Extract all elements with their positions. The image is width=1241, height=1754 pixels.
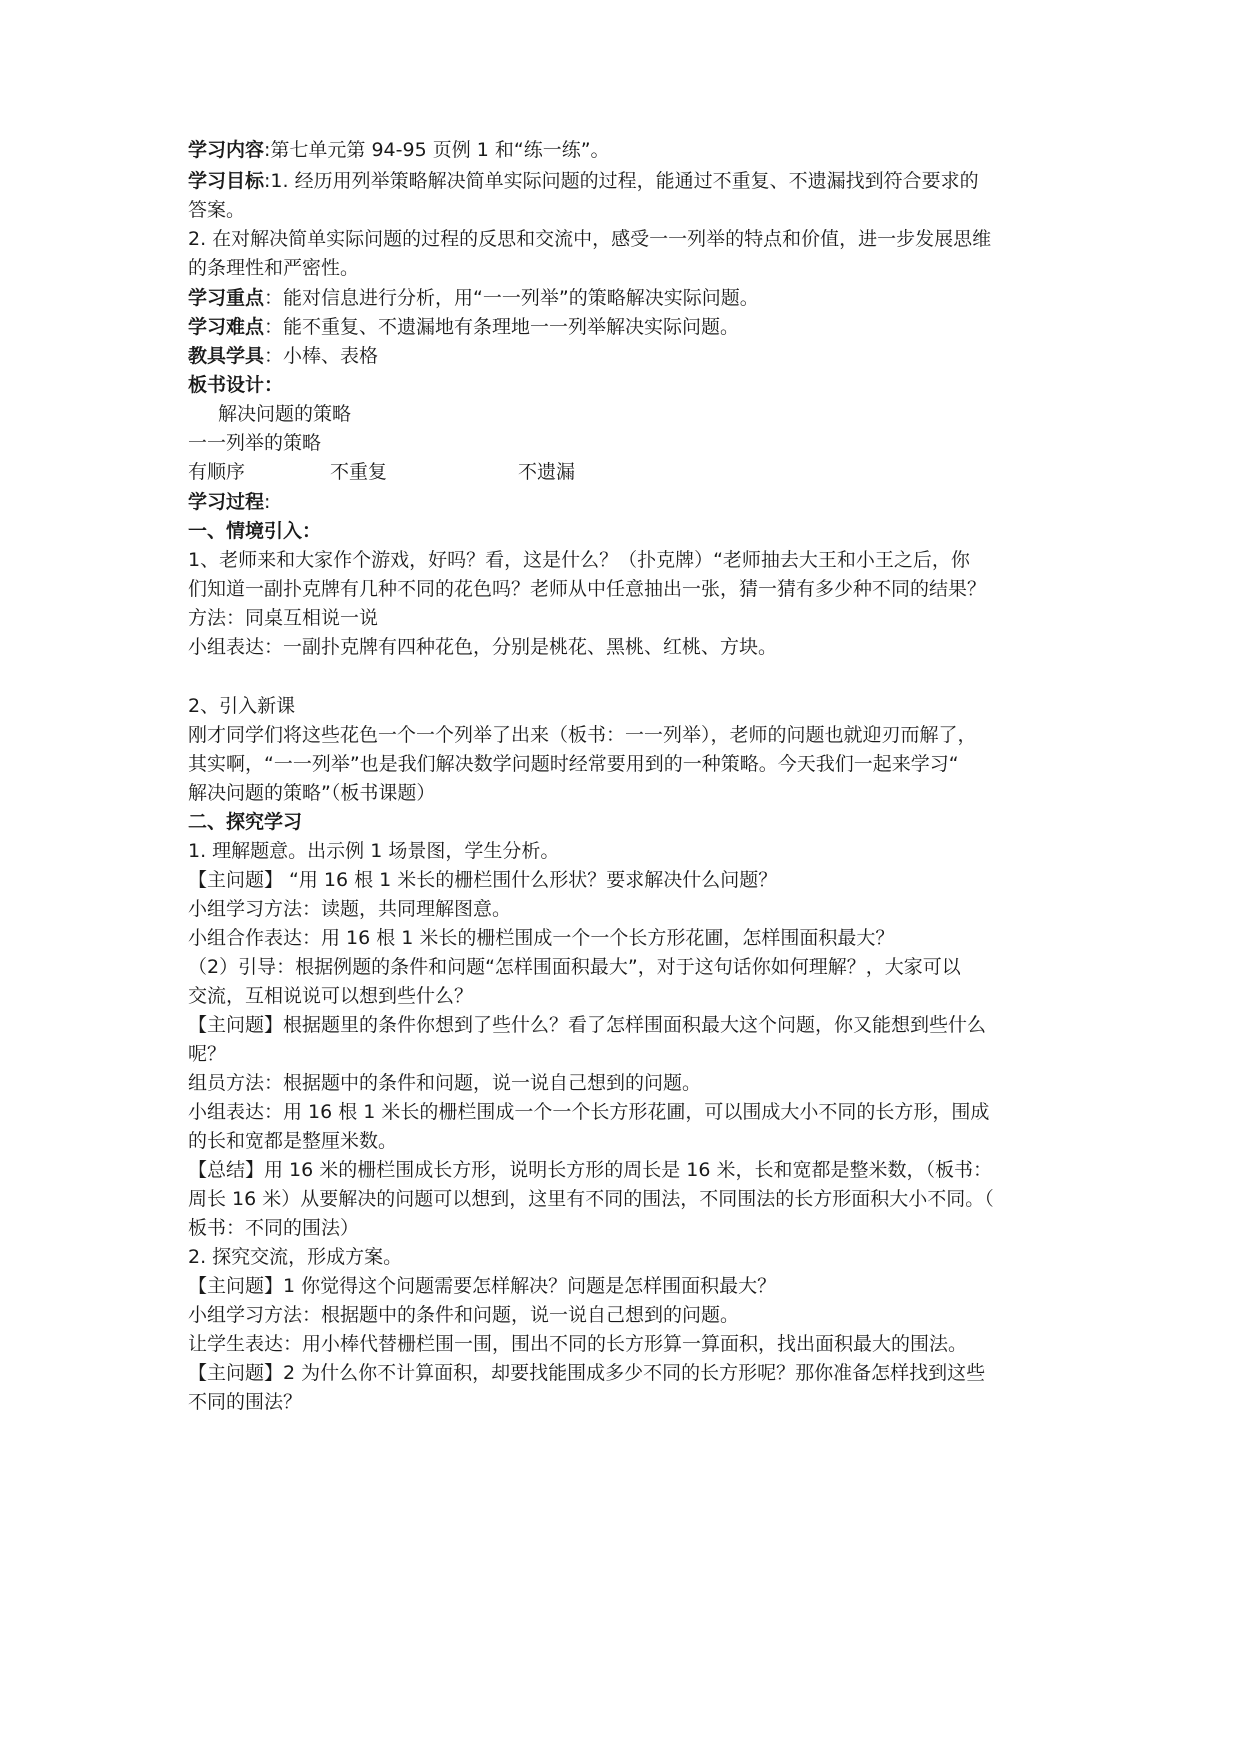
p1-line3: 方法：同桌互相说一说 [188,607,379,629]
s2-line10: 小组表达：用 16 根 1 米长的栅栏围成一个一个长方形花圃，可以围成大小不同的长方形，围成 [188,1101,990,1123]
s2-line9: 组员方法：根据题中的条件和问题，说一说自己想到的问题。 [188,1072,702,1094]
p2-line4: 解决问题的策略”（板书课题） [188,782,436,804]
s2-line18: 让学生表达：用小棒代替栅栏围一围，围出不同的长方形算一算面积，找出面积最大的围法。 [188,1333,968,1355]
board-heading [188,373,283,397]
p1-line2: 们知道一副扑克牌有几种不同的花色吗？老师从中任意抽出一张，猜一猜有多少种不同的结果？ [188,578,987,600]
section1-title: 一、情境引入： [188,520,322,542]
goal-text: :1. 经历用列举策略解决简单实际问题的过程，能通过不重复、不遗漏找到符合要求的 [264,170,979,192]
board-title: 解决问题的策略 [218,403,352,425]
difficulty-text: ：能不重复、不遗漏地有条理地一一列举解决实际问题。 [264,316,740,338]
s2-line8: 呢？ [188,1043,227,1065]
board-item-no-omit: 不遗漏 [518,461,576,483]
goal-text-cont: 答案。 [188,199,246,221]
s2-line11: 的长和宽都是整厘米数。 [188,1130,398,1152]
s2-line1: 1. 理解题意。出示例 1 场景图，学生分析。 [188,840,560,862]
s2-line14: 板书：不同的围法） [188,1217,360,1239]
tools-text: ：小棒、表格 [264,345,379,367]
board-label: 板书设计 [188,374,265,396]
s2-line20: 不同的围法？ [188,1391,303,1413]
difficulty-line [188,315,739,339]
tools-line [188,344,378,368]
goal2-line1: 2. 在对解决简单实际问题的过程的反思和交流中，感受一一列举的特点和价值，进一步发展思维 [188,228,992,250]
p2-line1: 2、引入新课 [188,695,296,717]
board-item-no-repeat: 不重复 [330,461,388,483]
process-heading [188,490,270,514]
key-line [188,286,759,310]
content-line [188,138,610,162]
s2-line17: 小组学习方法：根据题中的条件和问题，说一说自己想到的问题。 [188,1304,740,1326]
board-subtitle: 一一列举的策略 [188,432,322,454]
key-text: ：能对信息进行分析，用“一一列举”的策略解决实际问题。 [264,287,759,309]
s2-line13: 周长 16 米）从要解决的问题可以想到，这里有不同的围法，不同围法的长方形面积大小不同。（ [188,1188,994,1210]
key-label: 学习重点 [188,287,265,309]
p1-line1: 1、老师来和大家作个游戏，好吗？看，这是什么？（扑克牌）“老师抽去大王和小王之后，你 [188,549,970,571]
p2-line2: 刚才同学们将这些花色一个一个列举了出来（板书：一一列举），老师的问题也就迎刃而解了， [188,724,977,746]
s2-line12: 【总结】用 16 米的栅栏围成长方形，说明长方形的周长是 16 米，长和宽都是整米数，（板书： [188,1159,993,1181]
content-text: :第七单元第 94-95 页例 1 和“练一练”。 [264,139,610,161]
s2-line5: （2）引导：根据例题的条件和问题“怎样围面积最大”，对于这句话你如何理解？，大家可以 [188,956,961,978]
s2-line6: 交流，互相说说可以想到些什么？ [188,985,474,1007]
board-item-order: 有顺序 [188,461,246,483]
s2-line2: 【主问题】 “用 16 根 1 米长的栅栏围什么形状？要求解决什么问题？ [188,869,778,891]
board-colon: ： [264,374,284,396]
section2-title: 二、探究学习 [188,811,303,833]
p2-line3: 其实啊，“一一列举”也是我们解决数学问题时经常要用到的一种策略。今天我们一起来学习“ [188,753,959,775]
goal-label: 学习目标 [188,170,265,192]
process-colon: : [264,491,271,513]
tools-label: 教具学具 [188,345,265,367]
s2-line3: 小组学习方法：读题，共同理解图意。 [188,898,512,920]
p1-line4: 小组表达：一副扑克牌有四种花色，分别是桃花、黑桃、红桃、方块。 [188,636,778,658]
s2-line19: 【主问题】2 为什么你不计算面积，却要找能围成多少不同的长方形呢？那你准备怎样找到这些 [188,1362,986,1384]
goal2-line2: 的条理性和严密性。 [188,257,360,279]
goal-line [188,169,979,193]
s2-line7: 【主问题】根据题里的条件你想到了些什么？看了怎样围面积最大这个问题，你又能想到些什么 [188,1014,987,1036]
s2-line16: 【主问题】1 你觉得这个问题需要怎样解决？问题是怎样围面积最大？ [188,1275,777,1297]
s2-line15: 2. 探究交流，形成方案。 [188,1246,403,1268]
difficulty-label: 学习难点 [188,316,265,338]
content-label: 学习内容 [188,139,265,161]
process-label: 学习过程 [188,491,265,513]
s2-line4: 小组合作表达：用 16 根 1 米长的栅栏围成一个一个长方形花圃，怎样围面积最大？ [188,927,895,949]
